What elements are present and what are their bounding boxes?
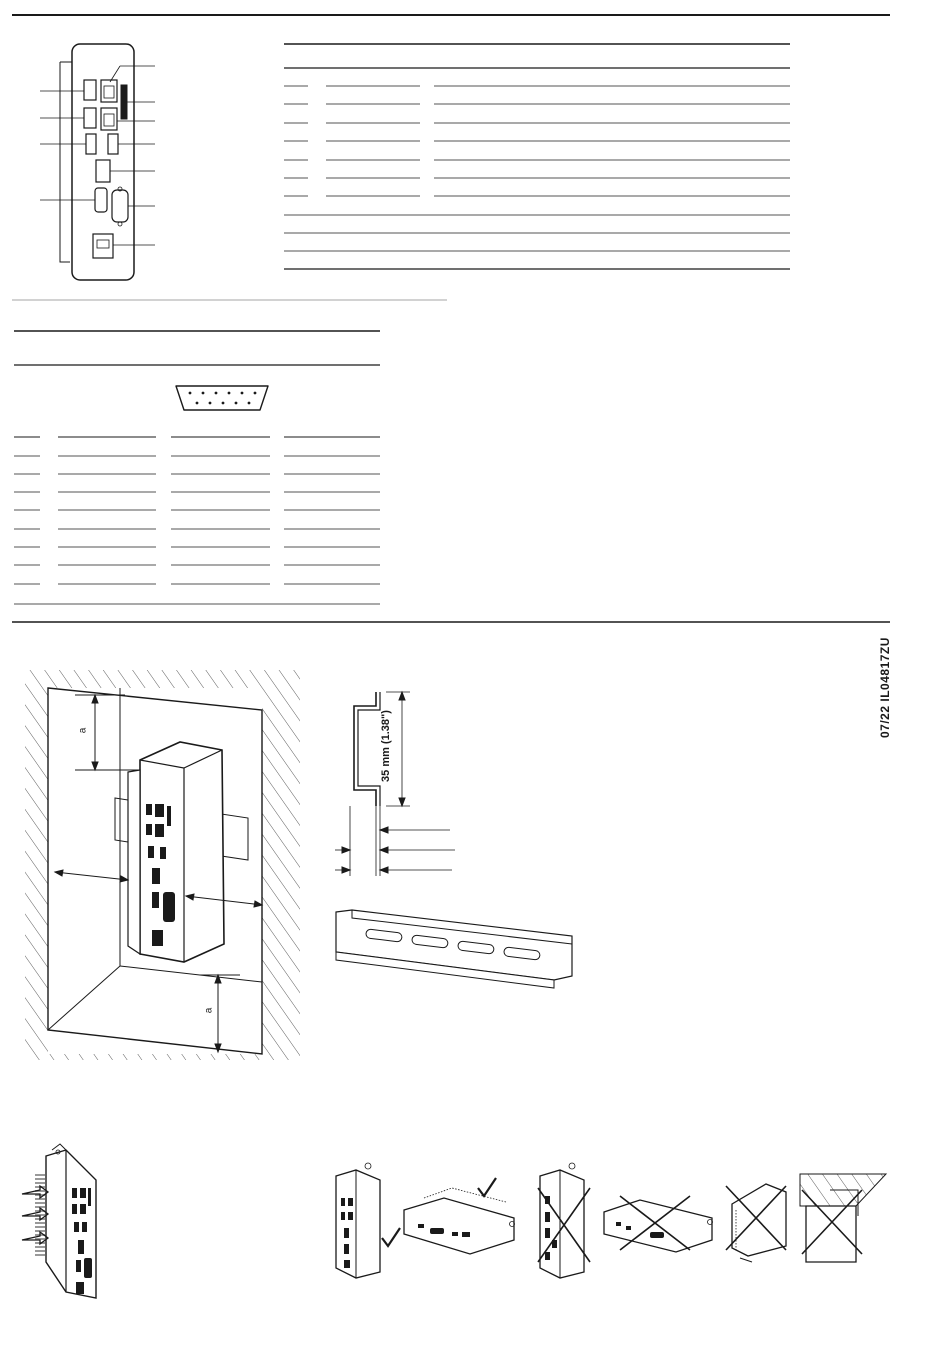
din-rail-height-label: 35 mm (1.38") [379,710,392,782]
orientation-ceiling-forbidden [800,1174,886,1262]
orientation-horizontal-ok [404,1178,515,1254]
clearance-drawing [25,670,300,1060]
orientation-side-forbidden [604,1196,713,1252]
front-panel-diagram [40,44,155,280]
din-rail-profile [335,692,455,876]
clearance-bottom-label: a [203,1007,215,1014]
connection-table [284,44,790,269]
clearance-top-label: a [77,727,89,734]
dsub-pinout-table [14,331,380,604]
dsub-connector-icon [176,386,268,410]
din-rail-perspective [336,910,572,988]
orientation-topdown-forbidden [726,1184,786,1262]
airflow-drawing [22,1144,96,1298]
orientation-vertical-ok [336,1163,400,1278]
orientation-drawings [336,1163,886,1278]
document-code: 07/22 IL04817ZU [878,637,892,738]
orientation-inverted-forbidden [538,1163,590,1278]
